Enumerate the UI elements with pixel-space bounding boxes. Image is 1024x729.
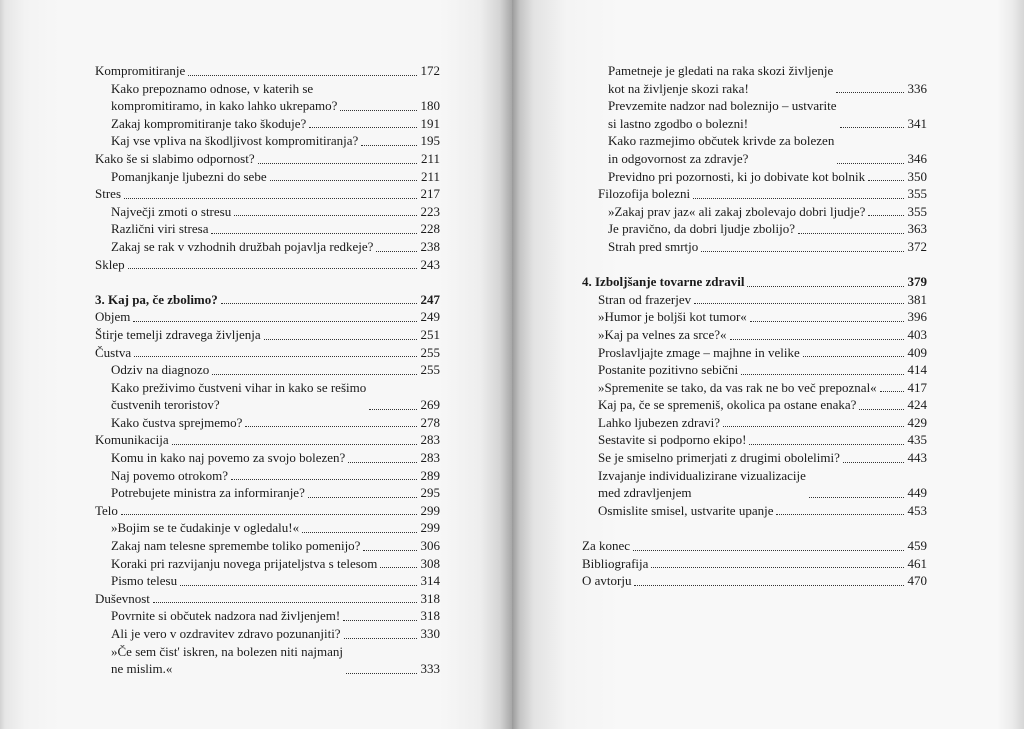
- dot-leader: [741, 374, 903, 375]
- toc-entry-page: 247: [420, 291, 440, 307]
- dot-leader: [730, 339, 904, 340]
- dot-leader: [369, 409, 416, 410]
- toc-entry-page: 381: [907, 291, 927, 307]
- toc-entry-page: 333: [420, 661, 440, 677]
- dot-leader: [344, 638, 417, 639]
- dot-leader: [302, 532, 416, 533]
- toc-entry: [582, 537, 927, 555]
- toc-entry-title: Izvajanje individualizirane vizualizacije med zdravljenjem: [598, 467, 806, 501]
- toc-entry-page: 283: [420, 432, 440, 448]
- toc-entry: [582, 555, 927, 573]
- dot-leader: [346, 673, 417, 674]
- toc-entry-title: Strah pred smrtjo: [608, 238, 699, 254]
- toc-entry-page: 238: [420, 238, 440, 254]
- toc-entry: [95, 414, 440, 432]
- toc-entry: [582, 467, 927, 502]
- toc-entry: [95, 326, 440, 344]
- toc-entry-title: Kako čustva sprejmemo?: [111, 414, 243, 430]
- dot-leader: [836, 92, 903, 93]
- toc-entry: [95, 132, 440, 150]
- toc-entry: [95, 62, 440, 80]
- dot-leader: [340, 110, 416, 111]
- toc-entry-page: 269: [420, 397, 440, 413]
- toc-entry-title: Pismo telesu: [111, 573, 178, 589]
- toc-entry-page: 180: [420, 98, 440, 114]
- toc-entry-page: 459: [907, 538, 927, 554]
- dot-leader: [694, 303, 903, 304]
- toc-entry: [582, 220, 927, 238]
- toc-entry-title: Kompromitiranje: [95, 63, 186, 78]
- dot-leader: [750, 321, 904, 322]
- toc-entry: [582, 396, 927, 414]
- toc-entry-page: 355: [907, 203, 927, 219]
- toc-entry-page: 191: [420, 115, 440, 131]
- toc-entry: [582, 203, 927, 221]
- dot-leader: [134, 356, 416, 357]
- toc-entry-page: 249: [420, 309, 440, 325]
- toc-entry-title: Kako prepoznamo odnose, v katerih se kompromitiramo, in kako lahko ukrepamo?: [111, 80, 338, 114]
- toc-entry-page: 283: [420, 450, 440, 466]
- toc-entry-title: Prevzemite nadzor nad boleznijo – ustvarite si lastno zgodbo o bolezni!: [608, 98, 837, 131]
- toc-entry-title: Lahko ljubezen zdravi?: [598, 414, 720, 430]
- toc-entry: [582, 431, 927, 449]
- toc-entry-page: 211: [420, 168, 440, 184]
- dot-leader: [701, 251, 903, 252]
- dot-leader: [723, 426, 904, 427]
- toc-entry-title: Kako razmejimo občutek krivde za bolezen in odgovornost za zdravje?: [608, 133, 835, 166]
- toc-entry-title: Zakaj se rak v vzhodnih družbah pojavlja redkeje?: [111, 238, 374, 254]
- toc-entry-page: 172: [420, 63, 440, 78]
- toc-entry: [95, 467, 440, 485]
- dot-leader: [133, 321, 416, 322]
- toc-entry-page: 346: [907, 150, 927, 166]
- toc-entry: [95, 519, 440, 537]
- toc-entry-page: 243: [420, 256, 440, 272]
- toc-entry: [582, 572, 927, 590]
- dot-leader: [868, 180, 903, 181]
- dot-leader: [693, 198, 903, 199]
- dot-leader: [211, 233, 416, 234]
- dot-leader: [270, 180, 417, 181]
- toc-entry-title: Največji zmoti o stresu: [111, 203, 232, 219]
- dot-leader: [128, 268, 417, 269]
- toc-entry-title: Stran od frazerjev: [598, 291, 692, 307]
- dot-leader: [749, 444, 903, 445]
- toc-entry-title: »Če sem čist' iskren, na bolezen niti najmanj ne mislim.«: [111, 643, 343, 677]
- toc-entry-title: »Humor je boljši kot tumor«: [598, 309, 747, 325]
- dot-leader: [309, 127, 416, 128]
- toc-entry-title: 3. Kaj pa, če zbolimo?: [95, 291, 218, 307]
- toc-entry: [95, 168, 440, 186]
- dot-leader: [843, 462, 904, 463]
- toc-entry-title: Naj povemo otrokom?: [111, 467, 228, 483]
- toc-entry: [582, 379, 927, 397]
- toc-entry-page: 251: [420, 326, 440, 342]
- toc-entry-page: 299: [420, 502, 440, 518]
- toc-entry: [95, 256, 440, 274]
- toc-entry-page: 314: [420, 573, 440, 589]
- toc-entry-title: »Zakaj prav jaz« ali zakaj zbolevajo dobri ljudje?: [608, 203, 866, 219]
- toc-entry: [582, 97, 927, 132]
- toc-entry: [95, 431, 440, 449]
- dot-leader: [363, 550, 416, 551]
- toc-entry: [582, 291, 927, 309]
- dot-leader: [121, 514, 417, 515]
- dot-leader: [840, 127, 904, 128]
- toc-entry-title: Zakaj kompromitiranje tako škoduje?: [111, 115, 307, 131]
- toc-entry: [95, 344, 440, 362]
- toc-entry-page: 429: [907, 414, 927, 430]
- toc-entry-page: 318: [420, 590, 440, 606]
- toc-entry-page: 228: [420, 221, 440, 237]
- toc-entry-title: Kaj pa, če se spremeniš, okolica pa ostane enaka?: [598, 397, 857, 413]
- toc-entry-title: O avtorju: [582, 573, 632, 589]
- toc-entry: [95, 238, 440, 256]
- dot-leader: [188, 75, 416, 76]
- toc-entry: [582, 414, 927, 432]
- toc-entry-title: Odziv na diagnozo: [111, 362, 210, 378]
- toc-entry-title: Komu in kako naj povemo za svojo bolezen?: [111, 450, 346, 466]
- toc-entry: [95, 625, 440, 643]
- dot-leader: [153, 602, 417, 603]
- toc-entry-page: 255: [420, 362, 440, 378]
- toc-entry-title: Ali je vero v ozdravitev zdravo pozunanjiti?: [111, 626, 341, 641]
- dot-leader: [747, 286, 903, 287]
- toc-entry: [582, 361, 927, 379]
- toc-entry: [582, 238, 927, 256]
- toc-entry: [95, 590, 440, 608]
- toc-entry: [582, 185, 927, 203]
- toc-entry: [582, 273, 927, 291]
- toc-entry: [95, 361, 440, 379]
- toc-entry: [95, 449, 440, 467]
- toc-list-left: [95, 62, 440, 678]
- toc-entry: [95, 555, 440, 573]
- toc-entry-title: Različni viri stresa: [111, 221, 209, 237]
- toc-entry-title: Povrnite si občutek nadzora nad življenjem!: [111, 608, 341, 624]
- toc-entry-title: Osmislite smisel, ustvarite upanje: [598, 502, 774, 518]
- toc-entry-page: 350: [907, 168, 927, 184]
- toc-entry-page: 449: [907, 485, 927, 501]
- toc-entry: [95, 291, 440, 309]
- toc-entry-page: 414: [907, 362, 927, 378]
- dot-leader: [172, 444, 417, 445]
- dot-leader: [361, 145, 416, 146]
- toc-entry-page: 308: [420, 555, 440, 571]
- dot-leader: [221, 303, 417, 304]
- toc-entry-page: 470: [907, 573, 927, 589]
- toc-entry-page: 255: [420, 344, 440, 360]
- toc-entry-title: Čustva: [95, 344, 132, 360]
- toc-entry: [95, 537, 440, 555]
- dot-leader: [245, 426, 416, 427]
- toc-entry-title: Telo: [95, 502, 118, 518]
- dot-leader: [837, 163, 903, 164]
- toc-entry-title: »Kaj pa velnes za srce?«: [598, 326, 727, 342]
- dot-leader: [343, 620, 416, 621]
- toc-entry-title: Proslavljajte zmage – majhne in velike: [598, 344, 800, 360]
- toc-entry-page: 403: [907, 326, 927, 342]
- toc-entry-title: Štirje temelji zdravega življenja: [95, 326, 261, 342]
- toc-list-right: [582, 62, 927, 590]
- toc-entry: [582, 449, 927, 467]
- toc-entry-page: 396: [907, 309, 927, 325]
- toc-entry: [95, 572, 440, 590]
- toc-entry-title: Za konec: [582, 538, 631, 554]
- toc-entry: [95, 80, 440, 115]
- dot-leader: [231, 479, 417, 480]
- toc-entry-title: Je pravično, da dobri ljudje zbolijo?: [608, 221, 796, 237]
- dot-leader: [234, 215, 416, 216]
- toc-entry-page: 318: [420, 608, 440, 624]
- toc-entry: [95, 115, 440, 133]
- toc-entry-page: 443: [907, 450, 927, 466]
- toc-entry-title: Bibliografija: [582, 555, 649, 571]
- toc-entry-page: 289: [420, 467, 440, 483]
- toc-entry-page: 211: [420, 150, 440, 166]
- toc-entry: [95, 150, 440, 168]
- dot-leader: [258, 163, 417, 164]
- toc-entry-title: Zakaj nam telesne spremembe toliko pomenijo?: [111, 538, 361, 554]
- toc-entry: [95, 185, 440, 203]
- toc-entry-title: Komunikacija: [95, 432, 169, 448]
- toc-entry: [95, 607, 440, 625]
- dot-leader: [212, 374, 416, 375]
- dot-leader: [798, 233, 903, 234]
- toc-entry-page: 435: [907, 432, 927, 448]
- toc-entry-title: Previdno pri pozornosti, ki jo dobivate kot bolnik: [608, 168, 866, 184]
- toc-entry: [582, 344, 927, 362]
- toc-entry-page: 372: [907, 238, 927, 254]
- dot-leader: [633, 550, 903, 551]
- dot-leader: [651, 567, 903, 568]
- toc-entry: [95, 379, 440, 414]
- toc-entry: [95, 308, 440, 326]
- dot-leader: [180, 585, 416, 586]
- toc-entry-title: Stres: [95, 186, 121, 202]
- toc-entry: [95, 502, 440, 520]
- toc-entry-page: 330: [420, 626, 440, 641]
- toc-entry: [582, 62, 927, 97]
- dot-leader: [348, 462, 416, 463]
- toc-entry: [582, 308, 927, 326]
- toc-entry-title: Sestavite si podporno ekipo!: [598, 432, 747, 448]
- toc-entry: [582, 326, 927, 344]
- toc-entry: [582, 132, 927, 167]
- toc-entry: [582, 168, 927, 186]
- dot-leader: [308, 497, 417, 498]
- toc-entry-page: 417: [907, 379, 927, 395]
- toc-entry: [95, 643, 440, 678]
- toc-entry: [582, 502, 927, 520]
- dot-leader: [809, 497, 904, 498]
- toc-entry: [95, 484, 440, 502]
- toc-entry-title: Kaj vse vpliva na škodljivost kompromitiranja?: [111, 133, 359, 149]
- toc-entry-page: 195: [420, 133, 440, 149]
- toc-entry-title: Postanite pozitivno sebični: [598, 362, 739, 378]
- toc-entry-page: 363: [907, 221, 927, 237]
- toc-entry-title: Koraki pri razvijanju novega prijateljstva s telesom: [111, 555, 378, 571]
- toc-entry-page: 453: [907, 502, 927, 518]
- toc-entry-page: 355: [907, 186, 927, 202]
- dot-leader: [868, 215, 903, 216]
- toc-entry-page: 409: [907, 344, 927, 360]
- dot-leader: [380, 567, 416, 568]
- toc-entry-title: »Spremenite se tako, da vas rak ne bo več prepoznal«: [598, 379, 877, 395]
- dot-leader: [124, 198, 417, 199]
- dot-leader: [634, 585, 903, 586]
- toc-entry-title: Potrebujete ministra za informiranje?: [111, 485, 305, 501]
- toc-entry: [95, 203, 440, 221]
- dot-leader: [776, 514, 903, 515]
- dot-leader: [803, 356, 904, 357]
- toc-entry-page: 299: [420, 520, 440, 536]
- toc-entry-page: 306: [420, 538, 440, 554]
- toc-entry-page: 424: [907, 397, 927, 413]
- toc-entry-title: Pomanjkanje ljubezni do sebe: [111, 168, 267, 184]
- dot-leader: [264, 339, 417, 340]
- toc-entry-page: 217: [420, 186, 440, 202]
- toc-entry-title: Se je smiselno primerjati z drugimi obolelimi?: [598, 450, 840, 466]
- toc-entry-title: Objem: [95, 309, 131, 325]
- toc-entry-title: Duševnost: [95, 590, 150, 606]
- toc-entry-title: »Bojim se te čudakinje v ogledalu!«: [111, 520, 300, 536]
- right-page: [512, 0, 1024, 729]
- toc-entry-page: 336: [907, 80, 927, 96]
- dot-leader: [859, 409, 903, 410]
- toc-entry-page: 223: [420, 203, 440, 219]
- dot-leader: [376, 251, 416, 252]
- toc-entry-title: Filozofija bolezni: [598, 186, 691, 202]
- toc-entry-page: 341: [907, 115, 927, 131]
- toc-entry-title: Kako preživimo čustveni vihar in kako se rešimo čustvenih teroristov?: [111, 379, 367, 413]
- toc-entry-title: Pametneje je gledati na raka skozi življenje kot na življenje skozi raka!: [608, 63, 834, 96]
- dot-leader: [880, 391, 904, 392]
- toc-entry-page: 295: [420, 485, 440, 501]
- toc-entry-page: 278: [420, 414, 440, 430]
- toc-entry-page: 379: [907, 274, 927, 290]
- toc-entry-title: Kako še si slabimo odpornost?: [95, 150, 255, 166]
- toc-entry: [95, 220, 440, 238]
- toc-entry-title: 4. Izboljšanje tovarne zdravil: [582, 274, 745, 290]
- toc-entry-title: Sklep: [95, 256, 125, 272]
- toc-entry-page: 461: [907, 555, 927, 571]
